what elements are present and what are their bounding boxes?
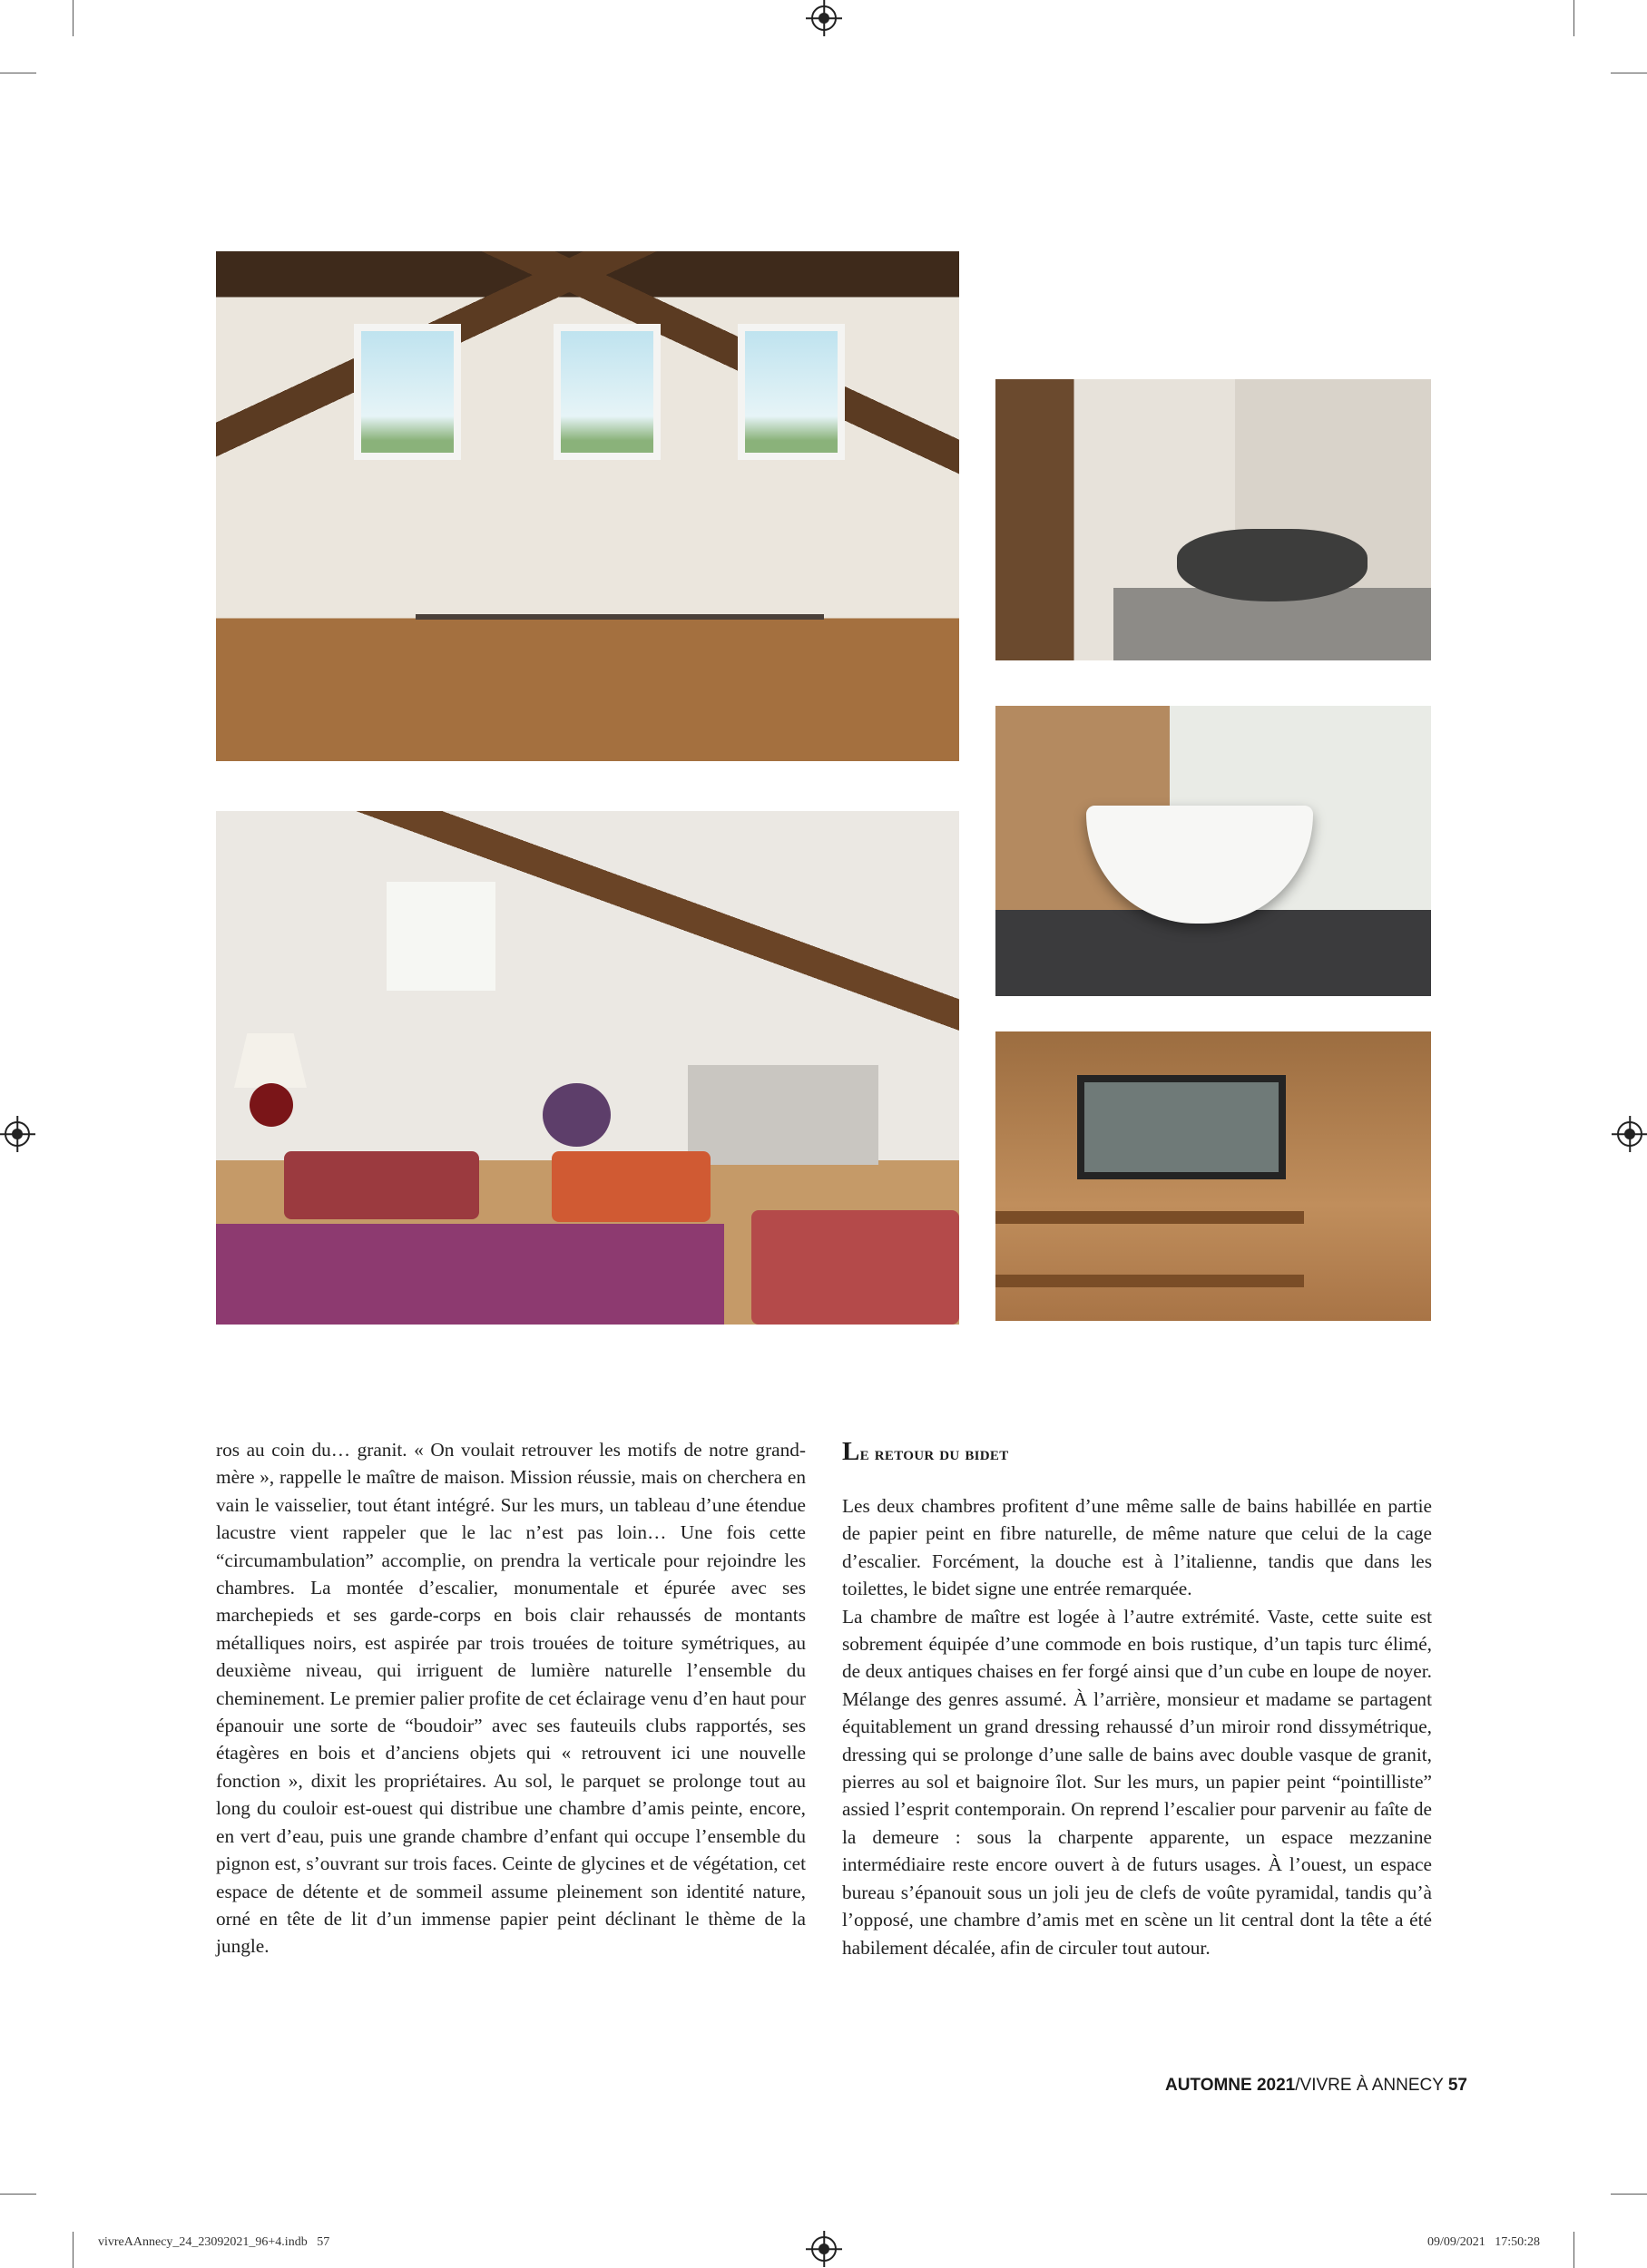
- paragraph: La chambre de maître est logée à l’autre extrémité. Vaste, cette suite est sobrement équipée d’une commode en bois rustique, d’un tapis turc élimé, de deux antiques chaises en fer forgé ainsi que d’un cube en loupe de noyer. Mélange des genres assumé. À l’arrière, monsieur et madame se partagent équitablement un grand dressing rehaussé d’un miroir rond dissymétrique, dressing qui se prolonge d’une salle de bains avec double vasque de granit, pierres au sol et baignoire îlot. Sur les murs, un papier peint “pointilliste” assied l’esprit contemporain. On reprend l’escalier pour parvenir au faîte de la demeure : sous la charpente apparente, un espace mezzanine intermédiaire reste encore ouvert à de futurs usages. À l’ouest, un espace bureau s’épanouit sous un joli jeu de clefs de voûte pyramidal, tandis qu’à l’opposé, une chambre d’amis met en scène un lit central dont la tête a été habilement décalée, afin de circuler tout autour.: [842, 1605, 1432, 1959]
- photo-stair-landing: [216, 251, 959, 761]
- crop-mark: [1573, 0, 1574, 36]
- section-heading: Le retour du bidet: [842, 1437, 1009, 1466]
- folio-separator: /: [1295, 2076, 1300, 2095]
- folio-magazine: VIVRE À ANNECY: [1299, 2076, 1444, 2095]
- folio-season: AUTOMNE 2021: [1164, 2076, 1296, 2095]
- paragraph: ros au coin du… granit. « On voulait retrouver les motifs de notre grand-mère », rappelle le maître de maison. Mission réussie, mais on cherchera en vain le vaisselier, tout étant intégré. Sur les murs, un tableau d’une étendue lacustre vient rappeler que le lac n’est pas loin… Une fois cette “circumambulation” accomplie, on prendra la verticale pour rejoindre les chambres. La montée d’escalier, monumentale et épurée avec ses marchepieds et ses garde-corps en bois clair rehaussés de montants métalliques noirs, est aspirée par trois trouées de toiture symétriques, au deuxième niveau, qui irriguent de lumière naturelle l’ensemble du cheminement. Le premier palier profite de cet éclairage venu d’en haut pour épanouir une sorte de “boudoir” avec ses fauteuils clubs rapportés, ses étagères en bois et d’anciens objets qui « retrouvent ici une nouvelle fonction », dixit les propriétaires. Au sol, le parquet se prolonge tout au long du couloir est-ouest qui distribue une chambre d’amis peinte, encore, en vert d’eau, puis une grande chambre d’enfant qui occupe l’ensemble du pignon est, s’ouvrant sur trois faces. Ceinte de glycines et de végétation, cet espace de détente et de sommeil assume pleinement son identité nature, orné en tête de lit d’un immense papier peint déclinant le thème de la jungle.: [216, 1439, 806, 1958]
- crop-mark: [1573, 2232, 1574, 2268]
- registration-mark-icon: [811, 5, 837, 31]
- page-number: 57: [1447, 2076, 1467, 2095]
- photo-stone-basin: [995, 379, 1431, 660]
- photo-sauna: [995, 1031, 1431, 1321]
- photo-mezzanine-lounge: [216, 811, 959, 1325]
- paragraph: Les deux chambres profitent d’une même salle de bains habillée en partie de papier peint en fibre naturelle, de même nature que celui de la cage d’escalier. Forcément, la douche est à l’italienne, tandis que dans les toilettes, le bidet signe une entrée remarquée.: [842, 1495, 1432, 1600]
- crop-mark: [0, 2194, 36, 2195]
- photo-freestanding-bathtub: [995, 706, 1431, 996]
- crop-mark: [73, 0, 74, 36]
- text-column-left: [216, 1436, 806, 1960]
- crop-mark: [1611, 2194, 1647, 2195]
- registration-mark-icon: [5, 1121, 30, 1147]
- crop-mark: [73, 2232, 74, 2268]
- text-column-right: [842, 1492, 1432, 1961]
- registration-mark-icon: [1617, 1121, 1642, 1147]
- registration-mark-icon: [811, 2236, 837, 2262]
- page-folio: [1165, 2076, 1467, 2096]
- slug-file: vivreAAnnecy_24_23092021_96+4.indb 57: [98, 2235, 330, 2249]
- slug-datetime: 09/09/2021 17:50:28: [1426, 2235, 1540, 2249]
